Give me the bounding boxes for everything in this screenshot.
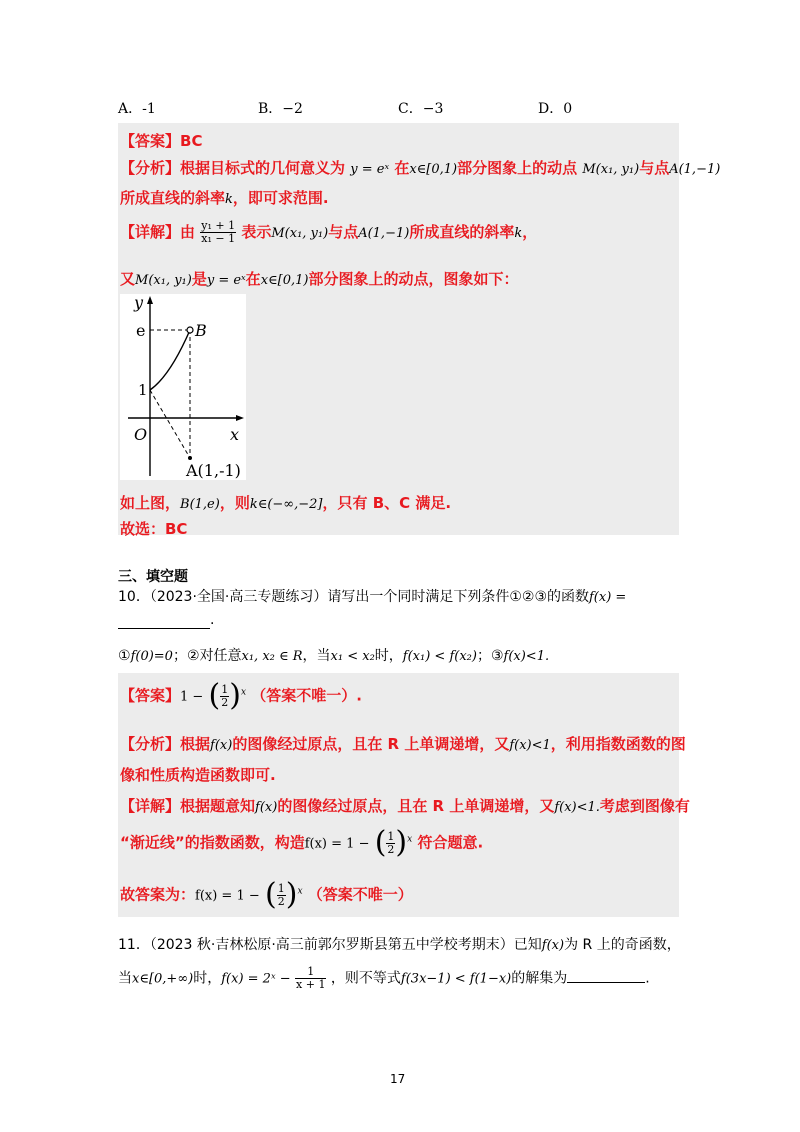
- q10-analysis-line1: 【分析】根据f(x)的图像经过原点，且在 R 上单调递增，又f(x)<1，利用指数函数的图: [120, 735, 686, 753]
- q11-condition-line: 当x∈[0,+∞)时，f(x) = 2ˣ − $\frac{1}{x + 1}$ ，则不等式f(3x−1) < f(1−x)的解集为 .: [118, 965, 650, 991]
- q9-final-answer: 故选：BC: [120, 520, 188, 538]
- one-tick-label: 1: [138, 381, 148, 399]
- q10-final-answer: 故答案为：f(x) = 1 − ( $\frac{1}{2}$ )$^x$ （答案不唯一）: [120, 877, 413, 912]
- q9-detail-line2: 又M(x₁, y₁)是y = eˣ在x∈[0,1)部分图象上的动点，图象如下：: [120, 270, 519, 288]
- page-number: 17: [390, 1072, 406, 1086]
- option-b: B．−2: [258, 101, 303, 117]
- q10-blank-period: .: [210, 612, 215, 628]
- q9-exponential-graph: [120, 294, 246, 480]
- q10-analysis-line2: 像和性质构造函数即可.: [120, 766, 276, 784]
- point-a-label: A(1,-1): [186, 461, 241, 480]
- q9-detail-line1: 【详解】由 $\frac{\text{y₁ + 1}}{\text{x₁ − 1}}$ 表示M(x₁, y₁)与点A(1,−1)所成直线的斜率k，: [120, 219, 538, 245]
- point-b-label: B: [195, 321, 207, 340]
- section-title: 三、填空题: [118, 569, 188, 585]
- q10-detail-line1: 【详解】根据题意知f(x)的图像经过原点，且在 R 上单调递增，又f(x)<1.考虑到图像有: [120, 797, 690, 815]
- q10-answer: 【答案】1 − ( $\frac{1}{2}$ )$^x$ （答案不唯一）.: [120, 678, 362, 713]
- q10-stem: 10．（2023·全国·高三专题练习）请写出一个同时满足下列条件①②③的函数f(x) =: [118, 589, 627, 605]
- option-d: D．0: [538, 101, 573, 117]
- e-tick-label: e: [136, 321, 146, 340]
- y-axis-label: y: [134, 294, 144, 312]
- q11-stem: 11．（2023 秋·吉林松原·高三前郭尔罗斯县第五中学校考期末）已知f(x)为 R 上的奇函数，: [118, 937, 681, 953]
- q9-answer: 【答案】BC: [120, 132, 203, 150]
- q9-conclusion: 如上图，B(1,e)，则k∈(−∞,−2]，只有 B、C 满足.: [120, 494, 452, 512]
- q9-analysis-line2: 所成直线的斜率k，即可求范围.: [120, 189, 329, 207]
- q10-conditions: ①f(0)=0；②对任意x₁, x₂ ∈ R，当x₁ < x₂时，f(x₁) < f(x₂)；③f(x)<1.: [118, 648, 550, 664]
- q10-blank: [118, 614, 210, 629]
- origin-label: O: [134, 425, 148, 444]
- q10-detail-line2: “渐近线”的指数函数，构造f(x) = 1 − ( $\frac{1}{2}$ )$^x$ 符合题意.: [120, 825, 484, 860]
- q11-blank: [567, 969, 645, 983]
- q9-detail-fraction: $\frac{\text{y₁ + 1}}{\text{x₁ − 1}}$: [201, 219, 236, 245]
- option-c: C．−3: [398, 101, 444, 117]
- q9-analysis-line1: 【分析】根据目标式的几何意义为 y = eˣ 在x∈[0,1)部分图象上的动点 M(x₁, y₁)与点A(1,−1): [120, 159, 721, 177]
- x-axis-label: x: [230, 425, 240, 444]
- option-a: A．-1: [118, 101, 156, 117]
